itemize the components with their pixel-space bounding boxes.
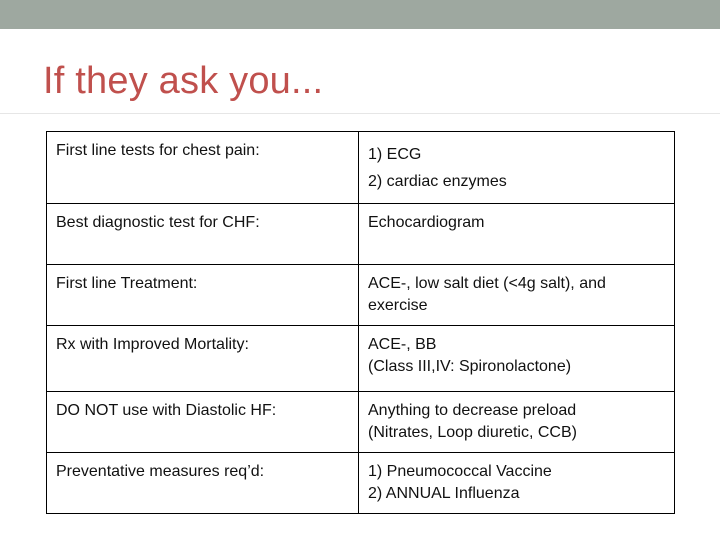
answer-line: (Nitrates, Loop diuretic, CCB): [368, 424, 577, 441]
question-cell: [47, 326, 359, 392]
question-text: First line tests for chest pain:: [56, 142, 260, 159]
answer-line: Echocardiogram: [368, 214, 485, 231]
answer-line: Anything to decrease preload: [368, 402, 577, 419]
answer-cell: [359, 392, 675, 453]
answer-cell: [359, 326, 675, 392]
answer-cell: [359, 265, 675, 326]
answer-line: ACE-, low salt diet (<4g salt), and exercise: [368, 275, 606, 314]
question-cell: [47, 392, 359, 453]
question-cell: [47, 453, 359, 514]
answer-cell: [359, 132, 675, 204]
question-text: Rx with Improved Mortality:: [56, 336, 249, 353]
question-cell: [47, 265, 359, 326]
answer-cell: [359, 204, 675, 265]
answer-line: ACE-, BB: [368, 336, 437, 353]
answer-line: 2) cardiac enzymes: [368, 173, 507, 190]
table-row: [47, 326, 675, 392]
table-row: [47, 453, 675, 514]
answer-line: 1) Pneumococcal Vaccine: [368, 463, 552, 480]
answer-cell: [359, 453, 675, 514]
question-text: Best diagnostic test for CHF:: [56, 214, 260, 231]
question-text: First line Treatment:: [56, 275, 198, 292]
qa-table: [46, 131, 675, 514]
question-text: Preventative measures req’d:: [56, 463, 265, 480]
table-row: [47, 265, 675, 326]
question-text: DO NOT use with Diastolic HF:: [56, 402, 277, 419]
table-row: [47, 132, 675, 204]
slide-title: If they ask you...: [43, 60, 324, 102]
title-divider: [0, 113, 720, 114]
question-cell: [47, 204, 359, 265]
table-row: [47, 392, 675, 453]
slide-top-bar: [0, 0, 720, 29]
answer-line: (Class III,IV: Spironolactone): [368, 358, 572, 375]
answer-line: 1) ECG: [368, 146, 422, 163]
table-row: [47, 204, 675, 265]
answer-line: 2) ANNUAL Influenza: [368, 485, 520, 502]
question-cell: [47, 132, 359, 204]
